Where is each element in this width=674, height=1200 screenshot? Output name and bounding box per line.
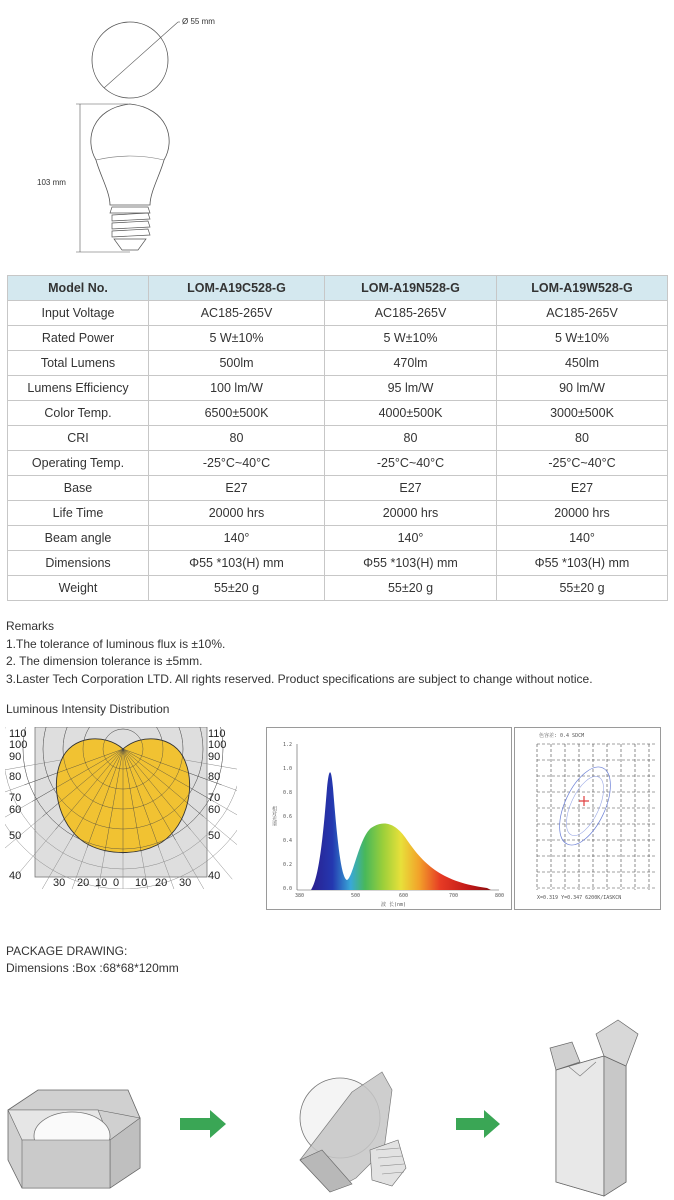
spec-value-cell: E27 <box>497 476 668 501</box>
polar-bottom-label: 20 <box>77 877 90 889</box>
polar-right-label: 40 <box>208 870 221 882</box>
spec-value-cell: 140° <box>149 526 325 551</box>
spec-label-cell: Operating Temp. <box>8 451 149 476</box>
spec-value-cell: 90 lm/W <box>497 376 668 401</box>
package-section-title <box>6 943 179 977</box>
luminous-distribution-title: Luminous Intensity Distribution <box>6 702 170 716</box>
polar-right-label: 80 <box>208 771 221 783</box>
remark-line-2: 2. The dimension tolerance is ±5mm. <box>6 654 203 668</box>
header-model-w: LOM-A19W528-G <box>497 276 668 301</box>
spectrum-svg <box>267 728 513 911</box>
spec-value-cell: 140° <box>325 526 497 551</box>
polar-bottom-label: 0 <box>113 877 120 889</box>
measured-point-marker <box>579 796 589 806</box>
bulb-dimension-drawing <box>0 0 674 262</box>
polar-bottom-label: 20 <box>155 877 168 889</box>
spec-value-cell: E27 <box>149 476 325 501</box>
spec-label-cell: Input Voltage <box>8 301 149 326</box>
header-model-c: LOM-A19C528-G <box>149 276 325 301</box>
polar-left-label: 100 <box>9 739 28 751</box>
spectrum-x-tick: 700 <box>449 893 459 899</box>
polar-right-label: 60 <box>208 804 221 816</box>
spec-label-cell: Dimensions <box>8 551 149 576</box>
polar-left-label: 70 <box>9 792 22 804</box>
table-row <box>8 401 668 426</box>
cie-svg <box>515 728 662 911</box>
diameter-leader-line <box>104 22 178 88</box>
spec-value-cell: 55±20 g <box>497 576 668 601</box>
table-row <box>8 301 668 326</box>
spec-value-cell: -25°C~40°C <box>325 451 497 476</box>
table-row <box>8 526 668 551</box>
spectrum-x-tick: 380 <box>295 893 305 899</box>
spec-label-cell: Beam angle <box>8 526 149 551</box>
table-row <box>8 451 668 476</box>
spec-label-cell: Color Temp. <box>8 401 149 426</box>
table-row <box>8 351 668 376</box>
polar-right-label: 100 <box>208 739 227 751</box>
spec-value-cell: 4000±500K <box>325 401 497 426</box>
table-row <box>8 551 668 576</box>
spec-value-cell: 470lm <box>325 351 497 376</box>
table-header-row <box>8 276 668 301</box>
polar-right-label: 90 <box>208 751 221 763</box>
spec-value-cell: Φ55 *103(H) mm <box>325 551 497 576</box>
height-label: 103 mm <box>37 178 66 187</box>
spec-label-cell: Life Time <box>8 501 149 526</box>
spec-value-cell: AC185-265V <box>497 301 668 326</box>
spec-label-cell: Base <box>8 476 149 501</box>
spectrum-x-tick: 800 <box>495 893 505 899</box>
arrow-right-icon <box>456 1110 500 1138</box>
spec-value-cell: Φ55 *103(H) mm <box>497 551 668 576</box>
spectrum-x-tick: 500 <box>351 893 361 899</box>
spec-value-cell: 80 <box>497 426 668 451</box>
cie-bottom-label: X=0.319 Y=0.347 6200K/IASKCN <box>537 895 622 901</box>
polar-right-label: 70 <box>208 792 221 804</box>
spec-label-cell: Rated Power <box>8 326 149 351</box>
remarks-section <box>6 618 593 688</box>
spec-value-cell: 80 <box>325 426 497 451</box>
spec-value-cell: 100 lm/W <box>149 376 325 401</box>
polar-right-label: 110 <box>208 728 226 740</box>
table-row <box>8 426 668 451</box>
remarks-title: Remarks <box>6 619 55 633</box>
table-row <box>8 326 668 351</box>
spec-value-cell: 20000 hrs <box>325 501 497 526</box>
polar-left-label: 90 <box>9 751 22 763</box>
spec-value-cell: AC185-265V <box>325 301 497 326</box>
spec-label-cell: Weight <box>8 576 149 601</box>
table-row <box>8 576 668 601</box>
spectrum-y-tick: 0.0 <box>283 886 293 892</box>
bulb-side-view <box>91 104 169 205</box>
spectrum-y-tick: 0.6 <box>283 814 293 820</box>
spec-label-cell: CRI <box>8 426 149 451</box>
spec-value-cell: 450lm <box>497 351 668 376</box>
package-insert-tray <box>8 1090 140 1188</box>
polar-left-label: 80 <box>9 771 22 783</box>
polar-left-label: 40 <box>9 870 22 882</box>
spec-value-cell: -25°C~40°C <box>149 451 325 476</box>
header-model-n: LOM-A19N528-G <box>325 276 497 301</box>
header-model-no: Model No. <box>8 276 149 301</box>
spec-value-cell: 500lm <box>149 351 325 376</box>
polar-right-label: 50 <box>208 830 221 842</box>
polar-distribution-chart <box>5 727 237 889</box>
spec-label-cell: Total Lumens <box>8 351 149 376</box>
spec-label-cell: Lumens Efficiency <box>8 376 149 401</box>
spectrum-chart <box>266 727 512 910</box>
spectrum-y-tick: 0.4 <box>283 838 293 844</box>
spectrum-x-tick: 600 <box>399 893 409 899</box>
spec-value-cell: Φ55 *103(H) mm <box>149 551 325 576</box>
spec-value-cell: 5 W±10% <box>149 326 325 351</box>
remark-line-3: 3.Laster Tech Corporation LTD. All rights reserved. Product specifications are subject to change without notice. <box>6 671 593 686</box>
cie-top-label: 色容差: 0.4 SDCM <box>539 733 585 739</box>
remark-line-1: 1.The tolerance of luminous flux is ±10%. <box>6 636 226 651</box>
spec-value-cell: 3000±500K <box>497 401 668 426</box>
spectrum-y-tick: 0.2 <box>283 862 293 868</box>
spec-value-cell: 140° <box>497 526 668 551</box>
polar-bottom-label: 10 <box>95 877 108 889</box>
tolerance-ellipse-inner <box>559 771 611 841</box>
polar-left-label: 110 <box>9 728 27 740</box>
polar-bottom-label: 30 <box>179 877 192 889</box>
package-dimensions: Dimensions :Box :68*68*120mm <box>6 961 179 975</box>
spec-value-cell: 55±20 g <box>149 576 325 601</box>
spectrum-y-tick: 1.0 <box>283 766 293 772</box>
chromaticity-chart <box>514 727 661 910</box>
package-svg <box>0 1000 674 1200</box>
table-row <box>8 476 668 501</box>
spec-value-cell: 6500±500K <box>149 401 325 426</box>
spec-table <box>7 275 668 601</box>
package-drawing <box>0 1000 674 1200</box>
spec-value-cell: 80 <box>149 426 325 451</box>
polar-left-label: 60 <box>9 804 22 816</box>
bulb-top-view <box>92 22 168 98</box>
table-row <box>8 501 668 526</box>
spec-value-cell: 95 lm/W <box>325 376 497 401</box>
spec-value-cell: -25°C~40°C <box>497 451 668 476</box>
spectrum-curve <box>311 772 491 890</box>
spec-value-cell: 5 W±10% <box>325 326 497 351</box>
package-box <box>550 1020 638 1196</box>
spectrum-x-label: 波 长(nm) <box>381 902 407 908</box>
tolerance-ellipse-outer <box>549 759 621 852</box>
spec-value-cell: 20000 hrs <box>149 501 325 526</box>
polar-bottom-label: 30 <box>53 877 66 889</box>
spectrum-y-label: 相对光谱 <box>271 806 277 826</box>
diameter-label: Ø 55 mm <box>182 17 215 26</box>
spec-value-cell: 5 W±10% <box>497 326 668 351</box>
bulb-outline-svg <box>0 0 674 262</box>
polar-bottom-label: 10 <box>135 877 148 889</box>
spec-value-cell: E27 <box>325 476 497 501</box>
package-title: PACKAGE DRAWING: <box>6 944 128 958</box>
spectrum-y-tick: 0.8 <box>283 790 293 796</box>
spec-value-cell: 20000 hrs <box>497 501 668 526</box>
spectrum-y-tick: 1.2 <box>283 742 293 748</box>
spec-value-cell: AC185-265V <box>149 301 325 326</box>
package-bulb-in-tray <box>300 1072 406 1192</box>
table-body <box>8 301 668 601</box>
arrow-right-icon <box>180 1110 226 1138</box>
polar-grid-svg <box>5 727 237 889</box>
spec-value-cell: 55±20 g <box>325 576 497 601</box>
table-row <box>8 376 668 401</box>
polar-left-label: 50 <box>9 830 22 842</box>
